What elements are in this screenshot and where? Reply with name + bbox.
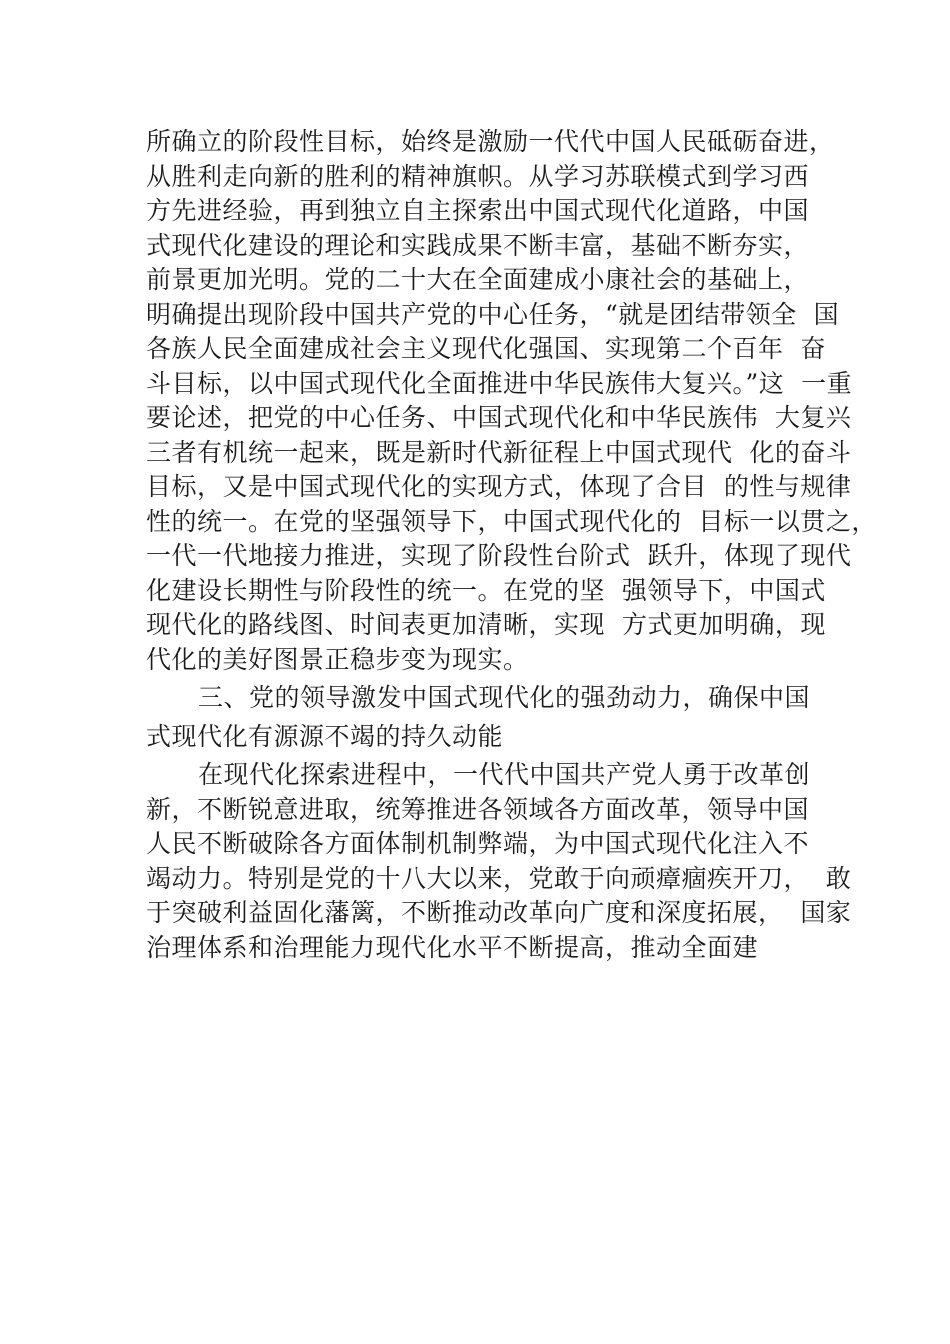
text-line: 各族人民全面建成社会主义现代化强国、实现第二个百年 奋 <box>146 334 826 363</box>
text-line: 三者有机统一起来，既是新时代新征程上中国式现代 化的奋斗 <box>146 437 852 467</box>
text-line: 从胜利走向新的胜利的精神旗帜。从学习苏联模式到学习西 <box>146 161 810 191</box>
heading-line: 三、党的领导激发中国式现代化的强劲动力，确保中国 <box>198 683 811 712</box>
text-line: 新，不断锐意进取，统筹推进各领域各方面改革，领导中国 <box>146 794 810 824</box>
text-line: 在现代化探索进程中，一代代中国共产党人勇于改革创 <box>198 760 811 789</box>
text-line: 所确立的阶段性目标，始终是激励一代代中国人民砥砺奋进， <box>146 127 835 156</box>
text-line: 性的统一。在党的坚强领导下，中国式现代化的 目标一以贯之， <box>146 506 877 536</box>
text-line: 目标，又是中国式现代化的实现方式，体现了合目 的性与规律 <box>146 472 852 501</box>
heading-line: 式现代化有源源不竭的持久动能 <box>146 721 504 751</box>
paragraph-1 <box>146 125 877 677</box>
text-line: 前景更加光明。党的二十大在全面建成小康社会的基础上， <box>146 265 810 294</box>
text-line: 方先进经验，再到独立自主探索出中国式现代化道路，中国 <box>146 196 810 225</box>
body-text <box>146 125 877 965</box>
text-line: 明确提出现阶段中国共产党的中心任务，“就是团结带领全 国 <box>146 299 840 329</box>
text-line: 于突破利益固化藩篱，不断推动改革向广度和深度拓展， 国家 <box>146 898 852 927</box>
text-line: 竭动力。特别是党的十八大以来，党敢于向顽瘴痼疾开刀， 敢 <box>146 863 852 893</box>
text-line: 一代一代地接力推进，实现了阶段性台阶式 跃升，体现了现代 <box>146 541 852 570</box>
text-line: 人民不断破除各方面体制机制弊端，为中国式现代化注入不 <box>146 829 810 858</box>
text-line: 治理体系和治理能力现代化水平不断提高，推动全面建 <box>146 932 759 962</box>
text-line: 化建设长期性与阶段性的统一。在党的坚 强领导下，中国式 <box>146 575 826 605</box>
text-line: 要论述，把党的中心任务、中国式现代化和中华民族伟 大复兴 <box>146 403 852 432</box>
text-line: 斗目标，以中国式现代化全面推进中华民族伟大复兴。”这 一重 <box>146 368 853 398</box>
paragraph-2 <box>146 758 852 965</box>
text-line: 现代化的路线图、时间表更加清晰，实现 方式更加明确，现 <box>146 610 826 639</box>
text-line: 代化的美好图景正稳步变为现实。 <box>146 644 529 674</box>
section-heading <box>146 681 846 754</box>
text-line: 式现代化建设的理论和实践成果不断丰富，基础不断夯实， <box>146 230 810 260</box>
